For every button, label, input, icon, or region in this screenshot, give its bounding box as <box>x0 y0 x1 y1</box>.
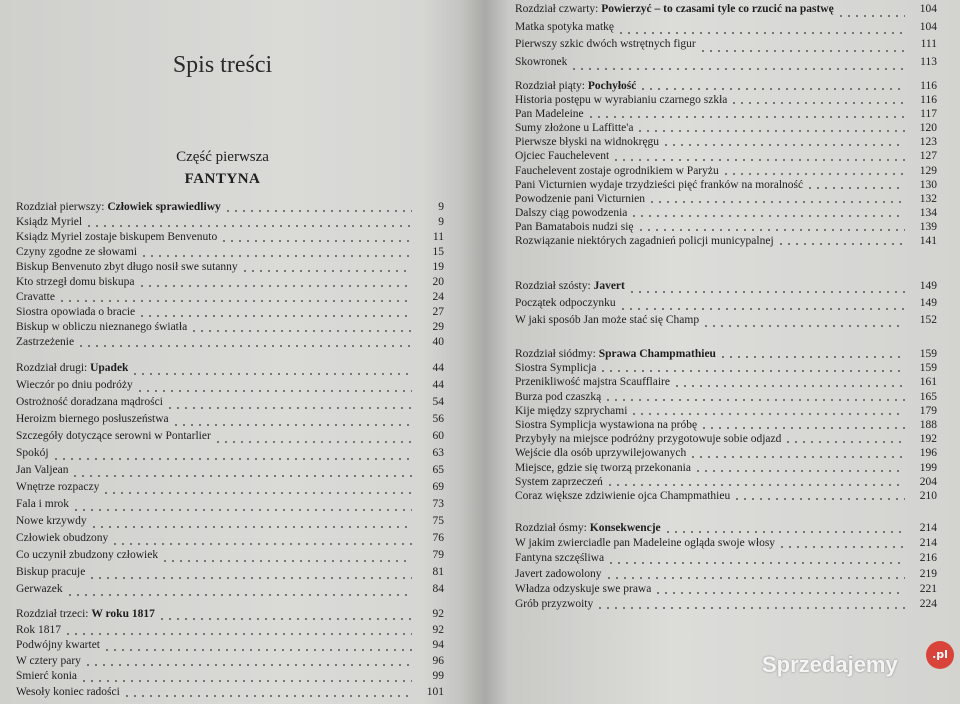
page-number: 44 <box>432 362 444 374</box>
entry-title: Matka spotyka matkę <box>515 20 615 33</box>
dot-leader <box>85 225 412 227</box>
page-number: 9 <box>438 201 444 213</box>
dot-leader <box>730 102 905 104</box>
dot-leader <box>52 458 412 460</box>
toc-entry <box>515 221 937 235</box>
page-number: 149 <box>919 297 937 309</box>
page-number: 161 <box>919 376 937 389</box>
watermark-badge: .pl <box>926 641 954 669</box>
page-number: 65 <box>432 464 444 476</box>
dot-leader <box>733 498 905 500</box>
entry-title: System zaprzeczeń <box>515 475 603 488</box>
page-number: 11 <box>432 231 444 243</box>
dot-leader <box>702 325 905 327</box>
page-number: 29 <box>432 321 444 333</box>
entry-title: W cztery pary <box>16 654 81 667</box>
entry-title: Coraz większe zdziwienie ojca Champmathieu <box>515 489 731 502</box>
chapter-heading <box>515 522 937 537</box>
toc-entry <box>515 433 937 447</box>
chapter-title: Powierzyć – to czasami tyle co rzucić na pastwę <box>601 3 834 15</box>
dot-leader <box>172 424 412 426</box>
toc-entry <box>515 362 937 376</box>
entry-title <box>16 362 128 374</box>
dot-leader <box>654 592 905 594</box>
page-title: Spis treści <box>172 52 273 78</box>
entry-title: Wejście dla osób uprzywilejowanych <box>515 447 687 460</box>
dot-leader <box>630 413 905 415</box>
page-number: 117 <box>920 108 937 121</box>
toc-entry <box>16 532 444 549</box>
page-number: 111 <box>920 38 937 51</box>
dot-leader <box>64 633 412 635</box>
page-number: 84 <box>432 583 444 595</box>
toc-entry <box>16 276 444 291</box>
toc-entry <box>515 552 937 567</box>
dot-leader <box>84 664 412 666</box>
entry-title: Spokój <box>16 447 49 459</box>
entry-title <box>515 348 716 360</box>
entry-title: Grób przyzwoity <box>515 597 594 610</box>
page-number: 152 <box>919 314 937 326</box>
chapter-number: Rozdział szósty: <box>515 280 594 292</box>
dot-leader <box>722 173 905 175</box>
dot-leader <box>158 618 412 620</box>
page-number: 219 <box>919 567 937 580</box>
entry-title: Pani Victurnien wydaje trzydzieści pięć franków na moralność <box>515 178 804 191</box>
toc-entry <box>515 405 937 419</box>
entry-title: Wieczór po dniu podróży <box>16 379 133 391</box>
dot-leader <box>777 243 905 245</box>
toc-entry <box>515 314 937 331</box>
page-number: 116 <box>920 80 937 92</box>
entry-title: Biskup w obliczu nieznanego światła <box>16 321 188 333</box>
dot-leader <box>699 50 905 52</box>
page-number: 19 <box>432 261 444 273</box>
toc-entry <box>515 568 937 583</box>
dot-leader <box>88 577 412 579</box>
part-name: FANTYNA <box>184 171 261 187</box>
page-number: 101 <box>426 685 444 698</box>
entry-title: Fauchelevent zostaje ogrodnikiem w Paryżu <box>515 164 719 177</box>
page-number: 79 <box>432 549 444 561</box>
chapter-number: Rozdział trzeci: <box>16 608 92 620</box>
page-number: 56 <box>432 413 444 425</box>
page-number: 221 <box>919 582 937 595</box>
page-number: 134 <box>919 206 937 219</box>
page-number: 139 <box>919 220 937 233</box>
entry-title: Kto strzegł domu biskupa <box>16 276 135 288</box>
page-number: 92 <box>432 608 444 620</box>
entry-title: Przenikliwość majstra Scaufflaire <box>515 376 670 389</box>
dot-leader <box>241 270 412 272</box>
entry-title: Javert zadowolony <box>515 567 602 580</box>
entry-title: Siostra Symplicja wystawiona na próbę <box>515 418 698 431</box>
watermark-logo: Sprzedajemy <box>762 652 898 677</box>
dot-leader <box>637 229 906 231</box>
entry-title: Siostra opowiada o bracie <box>16 306 136 318</box>
page-number: 132 <box>919 192 937 205</box>
chapter-group <box>515 348 937 504</box>
dot-leader <box>606 484 905 486</box>
chapter-title: W roku 1817 <box>91 608 155 620</box>
dot-leader <box>214 441 412 443</box>
toc-entry <box>16 481 444 498</box>
chapter-number: Rozdział czwarty: <box>515 3 602 15</box>
page-number: 44 <box>432 379 444 391</box>
chapter-title: Sprawa Champmathieu <box>598 348 716 360</box>
page-number: 40 <box>432 336 444 348</box>
page-number: 99 <box>432 670 444 682</box>
page-number: 96 <box>432 654 444 667</box>
entry-title: Pan Bamatabois nudzi się <box>515 220 634 233</box>
toc-entry <box>16 655 444 671</box>
toc-entry <box>16 686 444 702</box>
entry-title: Biskup Benvenuto zbyt długo nosił swe sutanny <box>16 261 238 273</box>
page-number: 127 <box>919 150 937 163</box>
chapter-group <box>16 201 444 351</box>
page-number: 113 <box>920 56 937 69</box>
right-page <box>500 0 960 704</box>
entry-title <box>16 201 221 213</box>
entry-title <box>515 280 625 292</box>
page-number: 165 <box>919 390 937 403</box>
entry-title: Burza pod czaszką <box>515 390 602 403</box>
page-number: 63 <box>432 447 444 459</box>
page-number: 210 <box>919 489 937 502</box>
toc-entry <box>515 165 937 179</box>
chapter-number: Rozdział drugi: <box>16 362 91 374</box>
entry-title: Wnętrze rozpaczy <box>16 481 100 493</box>
toc-entry <box>515 490 937 504</box>
entry-title: Historia postępu w wyrabianiu czarnego szkła <box>515 94 728 107</box>
toc-entry <box>16 583 444 600</box>
page-number: 73 <box>432 498 444 510</box>
toc-entry <box>16 379 444 396</box>
chapter-title: Człowiek sprawiedliwy <box>107 201 221 213</box>
page-number: 130 <box>919 178 937 191</box>
dot-leader <box>648 201 905 203</box>
dot-leader <box>700 427 905 429</box>
chapter-group <box>515 80 937 249</box>
toc-entry <box>515 462 937 476</box>
toc-entry <box>515 108 937 122</box>
dot-leader <box>136 390 412 392</box>
dot-leader <box>628 291 905 293</box>
toc-entry <box>16 515 444 532</box>
toc-entry <box>16 498 444 515</box>
toc-entry <box>515 193 937 207</box>
page-number: 179 <box>919 404 937 417</box>
entry-title: Czyny zgodne ze słowami <box>16 246 138 258</box>
dot-leader <box>806 187 905 189</box>
page-number: 192 <box>919 433 937 446</box>
entry-title: Pierwszy szkic dwóch wstrętnych figur <box>515 38 696 51</box>
entry-title: Pan Madeleine <box>515 108 584 121</box>
dot-leader <box>664 531 905 533</box>
entry-title: Pierwsze błyski na widnokręgu <box>515 136 660 149</box>
page-number: 20 <box>432 276 444 288</box>
dot-leader <box>596 607 905 609</box>
page-number: 129 <box>919 164 937 177</box>
chapter-number: Rozdział siódmy: <box>515 348 599 360</box>
entry-title: Śmierć konia <box>16 670 77 682</box>
toc-entry <box>515 476 937 490</box>
page-number: 149 <box>919 280 937 292</box>
page-number: 24 <box>432 291 444 303</box>
toc-entry <box>16 396 444 413</box>
dot-leader <box>138 285 413 287</box>
dot-leader <box>166 407 412 409</box>
toc-entry <box>16 321 444 336</box>
dot-leader <box>662 144 905 146</box>
dot-leader <box>80 680 412 682</box>
entry-title: Kije między szprychami <box>515 404 628 417</box>
toc-entry <box>515 150 937 164</box>
dot-leader <box>784 441 905 443</box>
entry-title: Ostrożność doradzana mądrości <box>16 396 163 408</box>
toc-entry <box>515 376 937 390</box>
chapter-group <box>16 608 444 701</box>
dot-leader <box>607 562 905 564</box>
toc-entry <box>16 413 444 430</box>
page-number: 15 <box>432 246 444 258</box>
page-number: 214 <box>919 537 937 550</box>
entry-title: Władza odzyskuje swe prawa <box>515 582 652 595</box>
entry-title: Rok 1817 <box>16 623 62 636</box>
toc-entry <box>16 246 444 261</box>
chapter-number: Rozdział piąty: <box>515 80 588 92</box>
toc-entry <box>16 566 444 583</box>
toc-entry <box>16 216 444 231</box>
entry-title: Gerwazek <box>16 583 63 595</box>
toc-entry <box>16 549 444 566</box>
dot-leader <box>138 315 412 317</box>
page-number: 9 <box>438 216 444 228</box>
toc-entry <box>515 94 937 108</box>
entry-title: Człowiek obudzony <box>16 532 109 544</box>
chapter-heading <box>515 80 937 94</box>
chapter-title: Konsekwencje <box>589 522 661 534</box>
toc-entry <box>515 136 937 150</box>
dot-leader <box>630 215 905 217</box>
dot-leader <box>689 456 905 458</box>
chapter-number: Rozdział ósmy: <box>515 522 590 534</box>
toc-entry <box>16 336 444 351</box>
entry-title: Powodzenie pani Victurnien <box>515 192 646 205</box>
page-number: 76 <box>432 532 444 544</box>
entry-title: Początek odpoczynku <box>515 297 616 309</box>
dot-leader <box>587 116 905 118</box>
entry-title: Ksiądz Myriel zostaje biskupem Benvenuto <box>16 231 218 243</box>
dot-leader <box>161 560 412 562</box>
page-number: 204 <box>919 475 937 488</box>
dot-leader <box>72 509 412 511</box>
page-number: 120 <box>919 122 937 135</box>
entry-title: Przybyły na miejsce podróżny przygotowuje sobie odjazd <box>515 433 782 446</box>
dot-leader <box>77 345 412 347</box>
dot-leader <box>604 399 905 401</box>
toc-entry <box>16 464 444 481</box>
toc-entry <box>515 537 937 552</box>
dot-leader <box>190 330 412 332</box>
page-number: 92 <box>432 623 444 636</box>
entry-title <box>515 80 636 92</box>
page-number: 159 <box>919 348 937 360</box>
dot-leader <box>140 255 412 257</box>
chapter-number: Rozdział pierwszy: <box>16 201 108 213</box>
dot-leader <box>103 649 412 651</box>
dot-leader <box>224 210 412 212</box>
entry-title: Skowronek <box>515 56 568 69</box>
entry-title: Zastrzeżenie <box>16 336 75 348</box>
dot-leader <box>123 695 412 697</box>
page-number: 216 <box>919 552 937 565</box>
dot-leader <box>719 356 905 358</box>
dot-leader <box>778 546 905 548</box>
toc-entry <box>515 598 937 613</box>
dot-leader <box>837 15 905 17</box>
chapter-group <box>16 362 444 600</box>
entry-title <box>16 608 155 620</box>
chapter-heading <box>16 362 444 379</box>
dot-leader <box>58 300 412 302</box>
page-number: 54 <box>432 396 444 408</box>
entry-title: W jakim zwierciadle pan Madeleine ogląda swoje włosy <box>515 537 776 550</box>
toc-entry <box>515 235 937 249</box>
dot-leader <box>90 526 412 528</box>
toc-entry <box>515 207 937 221</box>
page-number: 94 <box>432 639 444 651</box>
dot-leader <box>612 159 905 161</box>
left-page <box>0 0 470 704</box>
chapter-title: Upadek <box>90 362 129 374</box>
page-number: 69 <box>432 481 444 493</box>
page-number: 104 <box>919 3 937 15</box>
chapter-heading <box>515 3 937 21</box>
entry-title: Podwójny kwartet <box>16 639 101 651</box>
toc-entry <box>515 583 937 598</box>
chapter-heading <box>16 201 444 216</box>
dot-leader <box>570 68 905 70</box>
part-label: Część pierwsza <box>176 149 269 165</box>
toc-entry <box>16 447 444 464</box>
page-number: 123 <box>919 136 937 149</box>
dot-leader <box>673 385 905 387</box>
entry-title: Rozwiązanie niektórych zagadnień policji municypalnej <box>515 235 774 248</box>
entry-title: Fantyna szczęśliwa <box>515 552 605 565</box>
entry-title <box>515 522 661 534</box>
page-number: 196 <box>919 447 937 460</box>
dot-leader <box>617 32 905 34</box>
toc-entry <box>515 56 937 74</box>
toc-entry <box>16 670 444 686</box>
page-number: 27 <box>432 306 444 318</box>
entry-title: Wesoły koniec radości <box>16 685 120 698</box>
toc-entry <box>16 430 444 447</box>
toc-entry <box>16 291 444 306</box>
page-number: 214 <box>919 522 937 534</box>
entry-title: Co uczynił zbudzony człowiek <box>16 549 159 561</box>
entry-title: Miejsce, gdzie się tworzą przekonania <box>515 461 691 474</box>
dot-leader <box>66 594 412 596</box>
page-number: 75 <box>432 515 444 527</box>
dot-leader <box>599 370 905 372</box>
chapter-group <box>515 280 937 331</box>
entry-title: Sumy złożone u Laffitte'a <box>515 122 634 135</box>
entry-title: W jaki sposób Jan może stać się Champ <box>515 314 700 326</box>
toc-entry <box>515 21 937 39</box>
chapter-heading <box>515 280 937 297</box>
chapter-heading <box>515 348 937 362</box>
chapter-group <box>515 522 937 613</box>
entry-title: Biskup pracuje <box>16 566 86 578</box>
page-number: 81 <box>432 566 444 578</box>
toc-entry <box>515 122 937 136</box>
dot-leader <box>102 492 412 494</box>
dot-leader <box>131 373 412 375</box>
toc-entry <box>515 297 937 314</box>
dot-leader <box>639 88 905 90</box>
page-number: 159 <box>919 362 937 375</box>
chapter-title: Pochyłość <box>587 80 637 92</box>
toc-entry <box>16 306 444 321</box>
entry-title <box>515 3 834 15</box>
dot-leader <box>605 577 905 579</box>
dot-leader <box>71 475 412 477</box>
chapter-group <box>515 3 937 74</box>
toc-entry <box>515 419 937 433</box>
toc-entry <box>16 231 444 246</box>
entry-title: Heroizm biernego posłuszeństwa <box>16 413 169 425</box>
toc-entry <box>515 179 937 193</box>
chapter-title: Javert <box>593 280 625 292</box>
dot-leader <box>619 308 905 310</box>
toc-entry <box>515 447 937 461</box>
page-number: 60 <box>432 430 444 442</box>
entry-title: Ksiądz Myriel <box>16 216 83 228</box>
page-number: 199 <box>919 461 937 474</box>
toc-entry <box>16 261 444 276</box>
toc-entry <box>515 38 937 56</box>
dot-leader <box>636 130 905 132</box>
entry-title: Szczegóły dotyczące serowni w Pontarlier <box>16 430 211 442</box>
entry-title: Fala i mrok <box>16 498 70 510</box>
page-number: 104 <box>919 20 937 33</box>
entry-title: Ojciec Fauchelevent <box>515 150 610 163</box>
page-number: 224 <box>919 597 937 610</box>
dot-leader <box>111 543 412 545</box>
dot-leader <box>694 470 905 472</box>
entry-title: Dalszy ciąg powodzenia <box>515 206 628 219</box>
toc-entry <box>515 391 937 405</box>
chapter-heading <box>16 608 444 624</box>
entry-title: Jan Valjean <box>16 464 69 476</box>
page-number: 141 <box>919 235 937 248</box>
entry-title: Cravatte <box>16 291 55 303</box>
toc-entry <box>16 639 444 655</box>
page-number: 116 <box>920 94 937 107</box>
page-number: 188 <box>919 418 937 431</box>
dot-leader <box>220 240 412 242</box>
entry-title: Siostra Symplicja <box>515 362 597 375</box>
toc-entry <box>16 624 444 640</box>
entry-title: Nowe krzywdy <box>16 515 87 527</box>
